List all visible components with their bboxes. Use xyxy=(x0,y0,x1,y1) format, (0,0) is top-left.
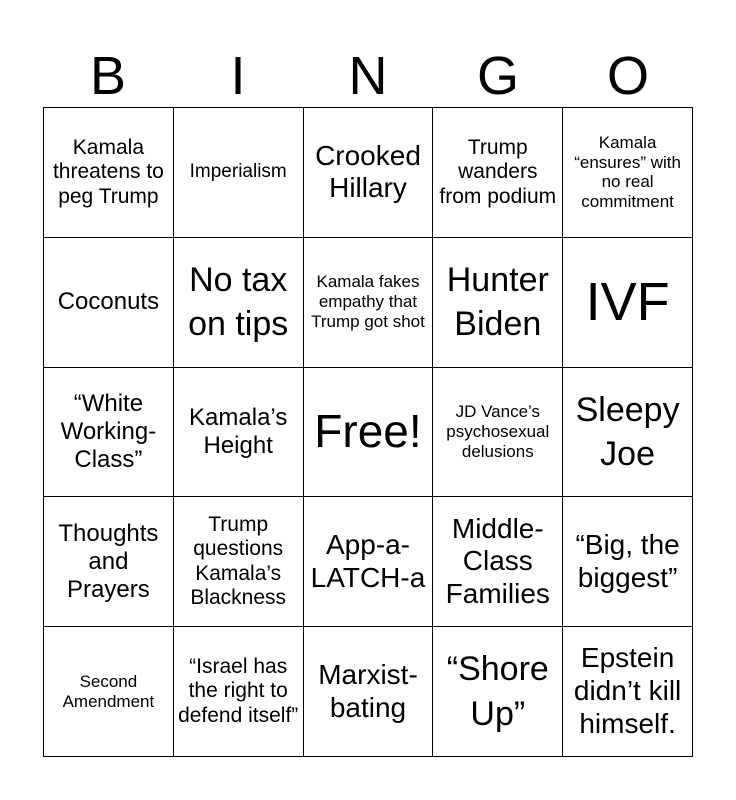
bingo-cell-text: Kamala “ensures” with no real commitment xyxy=(574,132,681,212)
bingo-cell[interactable] xyxy=(433,627,563,757)
bingo-cell-text: Kamala threatens to peg Trump xyxy=(52,135,164,208)
bingo-cell[interactable] xyxy=(563,368,693,498)
free-space-text: Free! xyxy=(314,405,422,458)
bingo-cell-text: Sleepy Joe xyxy=(575,390,680,473)
bingo-cell[interactable] xyxy=(304,238,434,368)
bingo-header xyxy=(43,44,693,108)
bingo-cell[interactable] xyxy=(433,497,563,627)
bingo-cell[interactable] xyxy=(563,497,693,627)
bingo-cell-text: Trump questions Kamala’s Blackness xyxy=(190,512,287,610)
header-letter-b: B xyxy=(89,46,127,106)
bingo-cell-text: “White Working-Class” xyxy=(60,389,157,474)
bingo-cell-text: “Shore Up” xyxy=(446,650,549,733)
bingo-cell[interactable] xyxy=(174,238,304,368)
bingo-cell[interactable] xyxy=(174,368,304,498)
bingo-cell[interactable] xyxy=(304,108,434,238)
bingo-cell[interactable] xyxy=(563,108,693,238)
bingo-cell-text: Crooked Hillary xyxy=(315,139,421,204)
bingo-cell-text: Coconuts xyxy=(57,288,160,316)
bingo-cell[interactable] xyxy=(174,108,304,238)
bingo-cell-text: Imperialism xyxy=(189,161,287,183)
header-letter-g: G xyxy=(476,46,519,106)
bingo-cell-text: Second Amendment xyxy=(62,671,155,711)
bingo-cell-text: Epstein didn’t kill himself. xyxy=(573,642,682,739)
bingo-cell-text: App-a-LATCH-a xyxy=(310,529,426,593)
bingo-board xyxy=(43,107,693,757)
bingo-cell-text: Kamala fakes empathy that Trump got shot xyxy=(311,272,425,332)
header-letter-n: N xyxy=(348,46,388,106)
header-letter-i: I xyxy=(230,46,246,106)
bingo-cell[interactable] xyxy=(44,497,174,627)
bingo-cell-text: Thoughts and Prayers xyxy=(58,519,159,603)
header-letter-o: O xyxy=(606,46,649,106)
bingo-cell-text: Marxist-bating xyxy=(318,658,418,723)
bingo-cell[interactable] xyxy=(174,627,304,757)
bingo-cell-text: “Israel has the right to defend itself” xyxy=(178,654,299,727)
bingo-cell[interactable] xyxy=(44,108,174,238)
bingo-cell[interactable] xyxy=(304,627,434,757)
bingo-cell-text: Hunter Biden xyxy=(446,261,549,344)
bingo-cell[interactable] xyxy=(44,368,174,498)
bingo-cell[interactable] xyxy=(433,368,563,498)
bingo-cell[interactable] xyxy=(304,497,434,627)
bingo-cell-text: Middle-Class Families xyxy=(445,512,550,610)
bingo-cell[interactable] xyxy=(174,497,304,627)
bingo-cell[interactable] xyxy=(563,238,693,368)
bingo-cell-text: Kamala’s Height xyxy=(189,403,288,459)
bingo-cell-text: No tax on tips xyxy=(188,261,289,344)
bingo-cell-text: IVF xyxy=(585,271,670,332)
bingo-cell[interactable] xyxy=(433,238,563,368)
bingo-cell-text: JD Vance’s psychosexual delusions xyxy=(446,402,550,461)
free-space-cell[interactable] xyxy=(304,368,434,498)
bingo-cell-text: Trump wanders from podium xyxy=(439,135,557,208)
bingo-cell[interactable] xyxy=(433,108,563,238)
bingo-cell[interactable] xyxy=(44,238,174,368)
bingo-cell[interactable] xyxy=(44,627,174,757)
bingo-cell[interactable] xyxy=(563,627,693,757)
bingo-cell-text: “Big, the biggest” xyxy=(575,529,680,593)
